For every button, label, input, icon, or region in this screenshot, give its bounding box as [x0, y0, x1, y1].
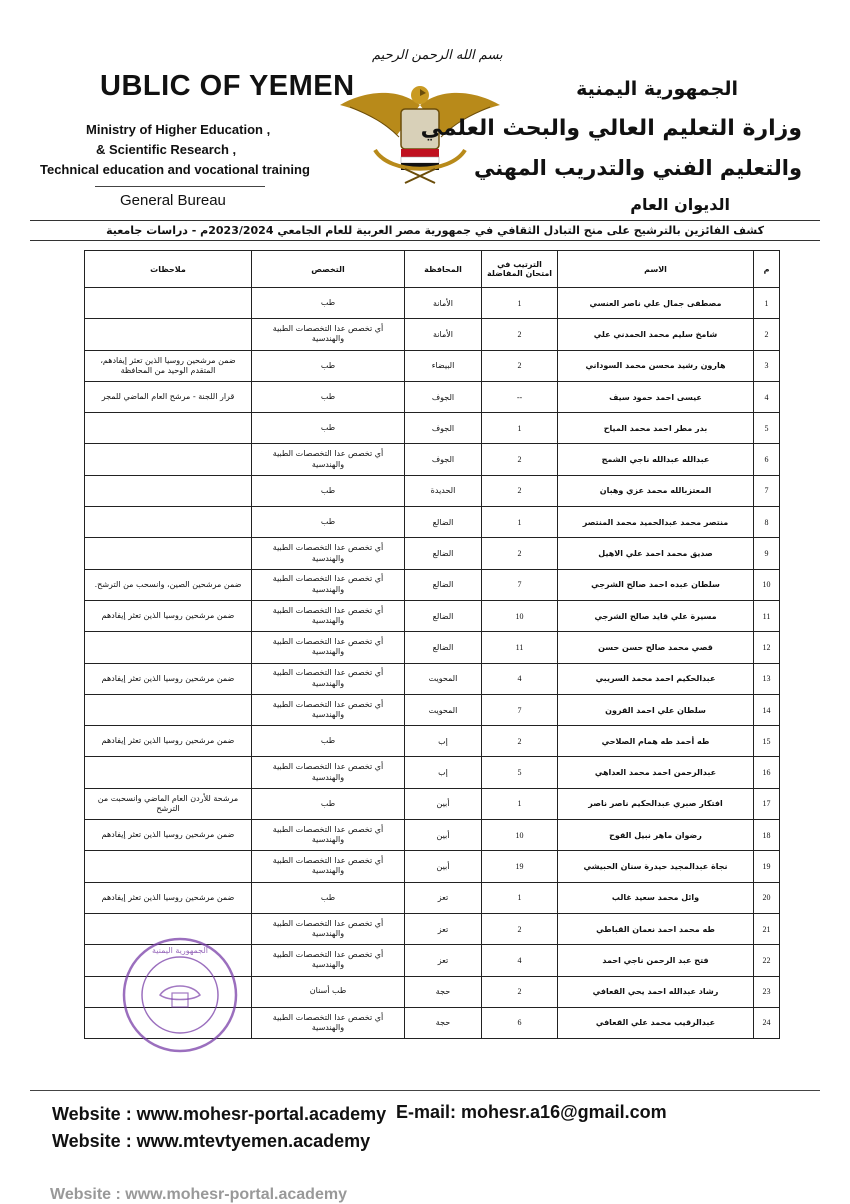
row-number: 1 [754, 288, 780, 319]
row-number: 23 [754, 976, 780, 1007]
row-name: بدر مطر احمد محمد المياح [558, 413, 754, 444]
header-en-title: UBLIC OF YEMEN [100, 70, 355, 102]
row-name: طه أحمد طه همام الصلاحي [558, 726, 754, 757]
row-governorate: حجة [405, 976, 482, 1007]
row-rank: 10 [482, 820, 558, 851]
row-name: سلطان علي احمد القرون [558, 694, 754, 725]
row-governorate: الضالع [405, 632, 482, 663]
table-row [85, 444, 780, 475]
table-row [85, 663, 780, 694]
table-row [85, 882, 780, 913]
row-specialization: أي تخصص عدا التخصصات الطبية والهندسية [252, 569, 405, 600]
row-notes [85, 319, 252, 350]
row-governorate: الحديدة [405, 475, 482, 506]
row-name: شامخ سليم محمد الحمدني علي [558, 319, 754, 350]
footer-email[interactable]: E-mail: mohesr.a16@gmail.com [396, 1102, 667, 1122]
table-row [85, 381, 780, 412]
row-number: 5 [754, 413, 780, 444]
row-notes: ضمن مرشحين روسيا الذين تعثر إيفادهم، المتقدم الوحيد من المحافظة [85, 350, 252, 381]
row-number: 20 [754, 882, 780, 913]
row-number: 12 [754, 632, 780, 663]
row-name: نجاة عبدالمجيد حيدرة سنان الحبيشي [558, 851, 754, 882]
row-specialization: أي تخصص عدا التخصصات الطبية والهندسية [252, 820, 405, 851]
row-rank: 4 [482, 945, 558, 976]
row-specialization: أي تخصص عدا التخصصات الطبية والهندسية [252, 538, 405, 569]
row-number: 17 [754, 788, 780, 819]
row-number: 6 [754, 444, 780, 475]
row-governorate: إب [405, 726, 482, 757]
row-notes [85, 632, 252, 663]
winners-table [84, 250, 780, 1039]
row-specialization: طب [252, 350, 405, 381]
row-notes: ضمن مرشحين الصين، وانسحب من الترشح. [85, 569, 252, 600]
row-governorate: الجوف [405, 381, 482, 412]
row-specialization: أي تخصص عدا التخصصات الطبية والهندسية [252, 600, 405, 631]
row-number: 8 [754, 507, 780, 538]
row-governorate: الجوف [405, 413, 482, 444]
row-notes: ضمن مرشحين روسيا الذين تعثر إيفادهم [85, 726, 252, 757]
row-notes [85, 694, 252, 725]
row-specialization: طب [252, 507, 405, 538]
row-specialization: أي تخصص عدا التخصصات الطبية والهندسية [252, 319, 405, 350]
row-number: 2 [754, 319, 780, 350]
row-name: مصطفى جمال علي ناصر العنسي [558, 288, 754, 319]
row-number: 10 [754, 569, 780, 600]
row-notes: مرشحة للأردن العام الماضي وانسحبت من الترشح [85, 788, 252, 819]
row-governorate: أبين [405, 851, 482, 882]
row-governorate: الضالع [405, 507, 482, 538]
table-row [85, 694, 780, 725]
row-rank: 2 [482, 350, 558, 381]
title-top-rule [30, 220, 820, 221]
row-notes: ضمن مرشحين روسيا الذين تعثر إيفادهم [85, 820, 252, 851]
table-row [85, 788, 780, 819]
table-row [85, 288, 780, 319]
table-row [85, 820, 780, 851]
row-notes: قرار اللجنة - مرشح العام الماضي للمجر [85, 381, 252, 412]
row-rank: 1 [482, 413, 558, 444]
table-row [85, 475, 780, 506]
footer-website-2[interactable]: Website : www.mtevtyemen.academy [52, 1131, 371, 1151]
row-number: 22 [754, 945, 780, 976]
table-row [85, 757, 780, 788]
row-name: المعتزبالله محمد عزي وهبان [558, 475, 754, 506]
row-specialization: أي تخصص عدا التخصصات الطبية والهندسية [252, 851, 405, 882]
row-rank: 6 [482, 1007, 558, 1038]
row-specialization: طب [252, 413, 405, 444]
row-name: هارون رشيد محسن محمد السوداني [558, 350, 754, 381]
row-rank: 2 [482, 444, 558, 475]
table-row [85, 632, 780, 663]
row-rank: 10 [482, 600, 558, 631]
header-num: م [754, 251, 780, 288]
row-name: قصي محمد صالح حسن حسن [558, 632, 754, 663]
row-specialization: طب [252, 726, 405, 757]
row-name: رضوان ماهر نبيل القوح [558, 820, 754, 851]
row-rank: 7 [482, 569, 558, 600]
row-name: وائل محمد سعيد غالب [558, 882, 754, 913]
header-rank: الترتيب في امتحان المفاضلة [482, 251, 558, 288]
footer-website-1[interactable]: Website : www.mohesr-portal.academy [52, 1104, 387, 1124]
header-notes: ملاحظات [85, 251, 252, 288]
row-notes [85, 538, 252, 569]
header-ar-technical: والتعليم الفني والتدريب المهني [473, 156, 802, 180]
row-name: صديق محمد احمد علي الاهيل [558, 538, 754, 569]
row-rank: 4 [482, 663, 558, 694]
row-specialization: أي تخصص عدا التخصصات الطبية والهندسية [252, 1007, 405, 1038]
row-governorate: تعز [405, 882, 482, 913]
header-specialization: التخصص [252, 251, 405, 288]
row-rank: 7 [482, 694, 558, 725]
header-en-research: & Scientific Research , [96, 142, 237, 157]
row-number: 3 [754, 350, 780, 381]
header-name: الاسم [558, 251, 754, 288]
table-row [85, 319, 780, 350]
row-specialization: طب [252, 288, 405, 319]
row-name: عيسى احمد حمود سيف [558, 381, 754, 412]
row-governorate: الأمانة [405, 288, 482, 319]
row-rank: 2 [482, 538, 558, 569]
row-name: عبدالرقيب محمد علي القعافي [558, 1007, 754, 1038]
row-number: 13 [754, 663, 780, 694]
row-governorate: أبين [405, 820, 482, 851]
row-name: افتكار صبري عبدالحكيم ناصر ناصر [558, 788, 754, 819]
row-notes [85, 444, 252, 475]
row-specialization: أي تخصص عدا التخصصات الطبية والهندسية [252, 757, 405, 788]
header-ar-bureau: الديوان العام [630, 195, 730, 214]
row-rank: 5 [482, 757, 558, 788]
row-number: 9 [754, 538, 780, 569]
row-governorate: المحويت [405, 694, 482, 725]
row-rank: 2 [482, 913, 558, 944]
row-number: 15 [754, 726, 780, 757]
row-rank: 19 [482, 851, 558, 882]
row-number: 4 [754, 381, 780, 412]
row-notes: ضمن مرشحين روسيا الذين تعثر إيفادهم [85, 600, 252, 631]
row-name: طه محمد احمد نعمان القباطي [558, 913, 754, 944]
row-governorate: تعز [405, 945, 482, 976]
row-governorate: إب [405, 757, 482, 788]
row-name: فتح عبد الرحمن ناجي احمد [558, 945, 754, 976]
row-rank: 1 [482, 788, 558, 819]
title-bottom-rule [30, 240, 820, 241]
stamp-text: الجمهورية اليمنية [151, 946, 209, 955]
row-specialization: طب [252, 788, 405, 819]
row-specialization: أي تخصص عدا التخصصات الطبية والهندسية [252, 663, 405, 694]
row-number: 24 [754, 1007, 780, 1038]
header-en-technical: Technical education and vocational training [40, 162, 310, 177]
row-governorate: حجة [405, 1007, 482, 1038]
header-ar-republic: الجمهورية اليمنية [576, 78, 738, 100]
row-number: 18 [754, 820, 780, 851]
row-rank: 2 [482, 319, 558, 350]
header-en-ministry: Ministry of Higher Education , [86, 122, 271, 137]
row-notes: ضمن مرشحين روسيا الذين تعثر إيفادهم [85, 663, 252, 694]
row-number: 7 [754, 475, 780, 506]
row-governorate: البيضاء [405, 350, 482, 381]
row-name: عبدالرحمن احمد محمد العداهي [558, 757, 754, 788]
row-specialization: أي تخصص عدا التخصصات الطبية والهندسية [252, 444, 405, 475]
row-rank: 1 [482, 507, 558, 538]
row-governorate: الأمانة [405, 319, 482, 350]
row-rank: 2 [482, 475, 558, 506]
row-rank: 2 [482, 976, 558, 1007]
row-rank: 1 [482, 288, 558, 319]
row-name: عبدالحكيم احمد محمد السريبي [558, 663, 754, 694]
footer-bleed-through-text: Website : www.mohesr-portal.academy [50, 1186, 347, 1203]
row-governorate: الضالع [405, 538, 482, 569]
row-governorate: المحويت [405, 663, 482, 694]
row-number: 21 [754, 913, 780, 944]
row-name: رشاد عبدالله احمد يحي القعافي [558, 976, 754, 1007]
table-row [85, 507, 780, 538]
row-rank: -- [482, 381, 558, 412]
document-title: كشف الفائزين بالترشيح على منح التبادل الثقافي في جمهورية مصر العربية للعام الجامعي 2023/2024م - دراسات جامعية [106, 224, 764, 237]
row-number: 16 [754, 757, 780, 788]
row-notes [85, 757, 252, 788]
row-notes [85, 507, 252, 538]
row-specialization: طب [252, 475, 405, 506]
table-row [85, 726, 780, 757]
row-governorate: تعز [405, 913, 482, 944]
row-rank: 11 [482, 632, 558, 663]
row-number: 19 [754, 851, 780, 882]
row-specialization: أي تخصص عدا التخصصات الطبية والهندسية [252, 913, 405, 944]
table-row [85, 413, 780, 444]
row-specialization: طب [252, 882, 405, 913]
row-name: عبدالله عبدالله ناجي الشمج [558, 444, 754, 475]
row-name: منتصر محمد عبدالحميد محمد المنتصر [558, 507, 754, 538]
row-specialization: أي تخصص عدا التخصصات الطبية والهندسية [252, 945, 405, 976]
row-number: 14 [754, 694, 780, 725]
row-name: سلطان عبده احمد صالح الشرجي [558, 569, 754, 600]
header-en-bureau: General Bureau [120, 192, 226, 209]
table-row [85, 851, 780, 882]
row-specialization: أي تخصص عدا التخصصات الطبية والهندسية [252, 632, 405, 663]
row-governorate: أبين [405, 788, 482, 819]
row-notes [85, 413, 252, 444]
table-header-row [85, 251, 780, 288]
row-governorate: الجوف [405, 444, 482, 475]
header-governorate: المحافظة [405, 251, 482, 288]
row-governorate: الضالع [405, 600, 482, 631]
row-governorate: الضالع [405, 569, 482, 600]
basmala-text: بسم الله الرحمن الرحيم [372, 48, 503, 63]
row-notes: ضمن مرشحين روسيا الذين تعثر إيفادهم [85, 882, 252, 913]
header-en-divider [95, 186, 265, 187]
row-notes [85, 851, 252, 882]
row-specialization: طب أسنان [252, 976, 405, 1007]
row-specialization: أي تخصص عدا التخصصات الطبية والهندسية [252, 694, 405, 725]
official-seal-stamp [120, 935, 240, 1055]
row-notes [85, 288, 252, 319]
row-specialization: طب [252, 381, 405, 412]
table-row [85, 538, 780, 569]
row-rank: 1 [482, 882, 558, 913]
row-number: 11 [754, 600, 780, 631]
footer-rule [30, 1090, 820, 1091]
row-notes [85, 475, 252, 506]
table-row [85, 350, 780, 381]
row-name: مسيرة علي قايد صالح الشرجي [558, 600, 754, 631]
table-row [85, 600, 780, 631]
table-row [85, 569, 780, 600]
header-ar-ministry: وزارة التعليم العالي والبحث العلمي [420, 116, 802, 141]
row-rank: 2 [482, 726, 558, 757]
